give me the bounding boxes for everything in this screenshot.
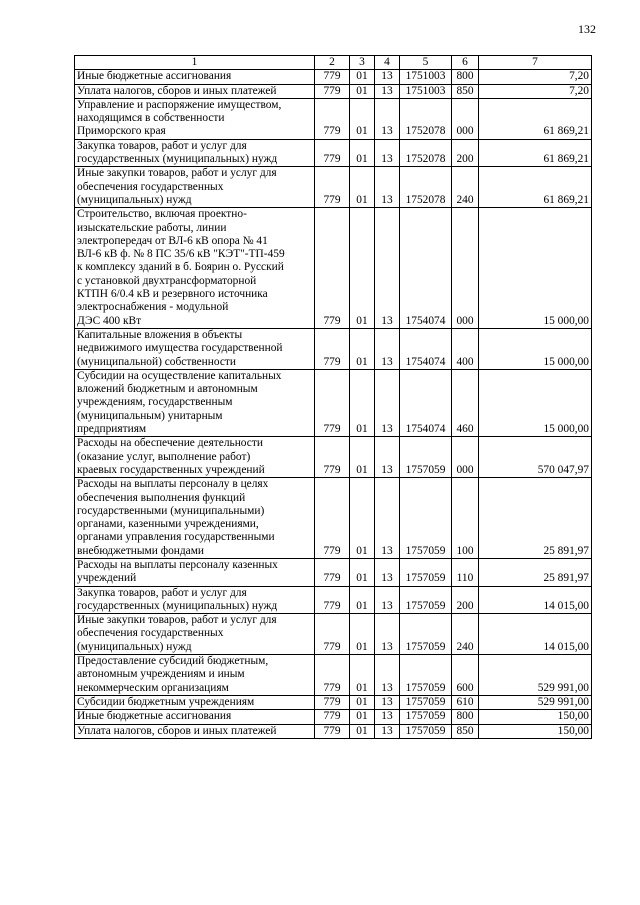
row-description-cell — [75, 478, 315, 559]
ministry-code: 779 — [323, 423, 341, 436]
subsection-code: 13 — [381, 681, 393, 694]
amount-value-cell — [479, 208, 592, 329]
table-row — [75, 139, 592, 167]
ministry-code-cell — [315, 98, 350, 139]
subsection-code: 13 — [381, 640, 393, 653]
table-row — [75, 437, 592, 478]
subsection-code: 13 — [381, 544, 393, 557]
row-description-cell — [75, 558, 315, 586]
ministry-code: 779 — [323, 695, 341, 708]
ministry-code-cell — [315, 695, 350, 709]
ministry-code-cell — [315, 710, 350, 724]
amount-value-cell — [479, 84, 592, 98]
expense-type-code: 400 — [456, 355, 474, 368]
ministry-code: 779 — [323, 463, 341, 476]
target-article-code: 1757059 — [405, 640, 446, 653]
expense-type-code: 610 — [456, 695, 474, 708]
ministry-code-cell — [315, 369, 350, 436]
subsection-code-cell — [375, 586, 400, 614]
subsection-code-cell — [375, 437, 400, 478]
subsection-code: 13 — [381, 125, 393, 138]
section-code-cell — [350, 139, 375, 167]
section-code: 01 — [356, 710, 368, 723]
expense-type-code: 240 — [456, 640, 474, 653]
amount-value: 150,00 — [557, 710, 589, 723]
row-description: Иные бюджетные ассигнования — [77, 70, 232, 83]
table-row — [75, 724, 592, 738]
amount-value: 529 991,00 — [537, 681, 589, 694]
row-description: Закупка товаров, работ и услуг для государственных (муниципальных) нужд — [77, 586, 278, 612]
row-description: Расходы на выплаты персоналу в целях обеспечения выполнения функций государственными (муниципальными) органами, казенными учреждениями, органами управления государственными внебюджетными фондами — [77, 478, 275, 557]
section-code: 01 — [356, 70, 368, 83]
target-article-code: 1754074 — [405, 355, 446, 368]
subsection-code-cell — [375, 208, 400, 329]
ministry-code-cell — [315, 84, 350, 98]
header-cell: 7 — [479, 56, 592, 70]
expense-type-code-cell — [452, 70, 479, 84]
section-code-cell — [350, 70, 375, 84]
section-code: 01 — [356, 314, 368, 327]
table-row — [75, 478, 592, 559]
amount-value-cell — [479, 70, 592, 84]
amount-value: 7,20 — [569, 84, 589, 97]
row-description: Расходы на выплаты персоналу казенных учреждений — [77, 558, 278, 585]
subsection-code-cell — [375, 695, 400, 709]
subsection-code-cell — [375, 558, 400, 586]
amount-value-cell — [479, 437, 592, 478]
expense-type-code-cell — [452, 369, 479, 436]
section-code: 01 — [356, 355, 368, 368]
row-description: Капитальные вложения в объекты недвижимого имущества государственной (муниципальной) собственности — [77, 328, 283, 368]
subsection-code-cell — [375, 70, 400, 84]
header-cell: 3 — [350, 56, 375, 70]
row-description-cell — [75, 695, 315, 709]
target-article-code: 1751003 — [405, 84, 446, 97]
header-cell: 5 — [400, 56, 452, 70]
target-article-code-cell — [400, 478, 452, 559]
subsection-code-cell — [375, 724, 400, 738]
header-cell: 4 — [375, 56, 400, 70]
target-article-code: 1757059 — [405, 572, 446, 585]
target-article-code-cell — [400, 586, 452, 614]
ministry-code: 779 — [323, 193, 341, 206]
row-description-cell — [75, 328, 315, 369]
row-description: Закупка товаров, работ и услуг для государственных (муниципальных) нужд — [77, 139, 278, 166]
row-description: Иные бюджетные ассигнования — [77, 710, 232, 723]
subsection-code-cell — [375, 478, 400, 559]
row-description-cell — [75, 724, 315, 738]
amount-value-cell — [479, 478, 592, 559]
row-description: Предоставление субсидий бюджетным, автономным учреждениям и иным некоммерческим организациям — [77, 655, 269, 694]
target-article-code-cell — [400, 437, 452, 478]
subsection-code-cell — [375, 98, 400, 139]
table-row — [75, 98, 592, 139]
header-cell: 6 — [452, 56, 479, 70]
expense-type-code-cell — [452, 695, 479, 709]
target-article-code-cell — [400, 655, 452, 696]
section-code: 01 — [356, 153, 368, 166]
ministry-code: 779 — [323, 724, 341, 737]
table-row — [75, 167, 592, 208]
section-code: 01 — [356, 84, 368, 97]
target-article-code-cell — [400, 98, 452, 139]
section-code-cell — [350, 695, 375, 709]
target-article-code-cell — [400, 695, 452, 709]
expense-type-code-cell — [452, 328, 479, 369]
section-code-cell — [350, 328, 375, 369]
target-article-code: 1751003 — [405, 70, 446, 83]
target-article-code-cell — [400, 724, 452, 738]
expense-type-code-cell — [452, 655, 479, 696]
section-code: 01 — [356, 463, 368, 476]
row-description-cell — [75, 139, 315, 167]
section-code: 01 — [356, 423, 368, 436]
subsection-code: 13 — [381, 193, 393, 206]
expense-type-code-cell — [452, 98, 479, 139]
target-article-code: 1752078 — [405, 153, 446, 166]
section-code: 01 — [356, 724, 368, 737]
amount-value: 14 015,00 — [543, 599, 589, 612]
table-body — [75, 56, 592, 739]
subsection-code-cell — [375, 655, 400, 696]
row-description-cell — [75, 614, 315, 655]
row-description: Субсидии бюджетным учреждениям — [77, 695, 255, 708]
row-description: Иные закупки товаров, работ и услуг для обеспечения государственных (муниципальных) нужд — [77, 167, 277, 206]
subsection-code-cell — [375, 369, 400, 436]
target-article-code: 1757059 — [405, 710, 446, 723]
ministry-code: 779 — [323, 314, 341, 327]
target-article-code: 1757059 — [405, 463, 446, 476]
table-row — [75, 70, 592, 84]
ministry-code: 779 — [323, 640, 341, 653]
row-description: Уплата налогов, сборов и иных платежей — [77, 84, 277, 97]
expense-type-code-cell — [452, 208, 479, 329]
amount-value: 61 869,21 — [543, 125, 589, 138]
expense-type-code: 600 — [456, 681, 474, 694]
target-article-code: 1757059 — [405, 695, 446, 708]
expense-type-code: 000 — [456, 125, 474, 138]
amount-value: 7,20 — [569, 70, 589, 83]
amount-value-cell — [479, 558, 592, 586]
expense-type-code-cell — [452, 586, 479, 614]
target-article-code-cell — [400, 558, 452, 586]
subsection-code: 13 — [381, 710, 393, 723]
subsection-code-cell — [375, 328, 400, 369]
amount-value: 150,00 — [557, 724, 589, 737]
amount-value-cell — [479, 710, 592, 724]
ministry-code-cell — [315, 655, 350, 696]
ministry-code-cell — [315, 614, 350, 655]
ministry-code: 779 — [323, 153, 341, 166]
ministry-code-cell — [315, 478, 350, 559]
ministry-code: 779 — [323, 572, 341, 585]
expense-type-code-cell — [452, 558, 479, 586]
table-row — [75, 84, 592, 98]
subsection-code: 13 — [381, 314, 393, 327]
amount-value-cell — [479, 369, 592, 436]
header-cell: 1 — [75, 56, 315, 70]
expense-type-code: 800 — [456, 710, 474, 723]
expense-type-code: 850 — [456, 84, 474, 97]
target-article-code-cell — [400, 167, 452, 208]
subsection-code: 13 — [381, 153, 393, 166]
amount-value: 61 869,21 — [543, 153, 589, 166]
table-row — [75, 369, 592, 436]
amount-value-cell — [479, 655, 592, 696]
amount-value: 25 891,97 — [543, 544, 589, 557]
expense-type-code-cell — [452, 710, 479, 724]
row-description: Уплата налогов, сборов и иных платежей — [77, 724, 277, 737]
target-article-code: 1752078 — [405, 193, 446, 206]
amount-value: 14 015,00 — [543, 640, 589, 653]
target-article-code: 1757059 — [405, 681, 446, 694]
expense-type-code: 850 — [456, 724, 474, 737]
section-code-cell — [350, 558, 375, 586]
section-code: 01 — [356, 599, 368, 612]
amount-value: 15 000,00 — [543, 355, 589, 368]
target-article-code: 1754074 — [405, 423, 446, 436]
subsection-code: 13 — [381, 70, 393, 83]
amount-value: 15 000,00 — [543, 423, 589, 436]
ministry-code-cell — [315, 139, 350, 167]
expense-type-code: 240 — [456, 193, 474, 206]
expense-type-code-cell — [452, 724, 479, 738]
row-description-cell — [75, 70, 315, 84]
subsection-code: 13 — [381, 355, 393, 368]
ministry-code-cell — [315, 70, 350, 84]
row-description-cell — [75, 655, 315, 696]
expense-type-code-cell — [452, 139, 479, 167]
amount-value-cell — [479, 328, 592, 369]
expense-type-code: 200 — [456, 153, 474, 166]
subsection-code-cell — [375, 84, 400, 98]
amount-value-cell — [479, 724, 592, 738]
subsection-code: 13 — [381, 423, 393, 436]
ministry-code: 779 — [323, 599, 341, 612]
row-description: Субсидии на осуществление капитальных вложений бюджетным и автономным учреждениям, государственным (муниципальным) унитарным предприятиям — [77, 369, 282, 436]
target-article-code: 1757059 — [405, 599, 446, 612]
section-code-cell — [350, 167, 375, 208]
ministry-code-cell — [315, 437, 350, 478]
subsection-code: 13 — [381, 463, 393, 476]
amount-value-cell — [479, 98, 592, 139]
amount-value-cell — [479, 139, 592, 167]
section-code: 01 — [356, 695, 368, 708]
header-row — [75, 56, 592, 70]
target-article-code: 1754074 — [405, 314, 446, 327]
ministry-code: 779 — [323, 84, 341, 97]
section-code-cell — [350, 208, 375, 329]
expense-type-code-cell — [452, 437, 479, 478]
section-code: 01 — [356, 125, 368, 138]
target-article-code-cell — [400, 614, 452, 655]
ministry-code: 779 — [323, 710, 341, 723]
ministry-code-cell — [315, 208, 350, 329]
budget-table — [74, 55, 592, 739]
row-description: Управление и распоряжение имуществом, находящимся в собственности Приморского края — [77, 98, 282, 138]
subsection-code-cell — [375, 614, 400, 655]
table-row — [75, 655, 592, 696]
table-row — [75, 586, 592, 614]
expense-type-code: 800 — [456, 70, 474, 83]
subsection-code: 13 — [381, 84, 393, 97]
row-description: Иные закупки товаров, работ и услуг для обеспечения государственных (муниципальных) нужд — [77, 614, 277, 653]
ministry-code: 779 — [323, 355, 341, 368]
target-article-code-cell — [400, 70, 452, 84]
section-code-cell — [350, 437, 375, 478]
amount-value: 25 891,97 — [543, 572, 589, 585]
row-description-cell — [75, 710, 315, 724]
page-number: 132 — [578, 22, 596, 36]
row-description-cell — [75, 84, 315, 98]
section-code-cell — [350, 98, 375, 139]
ministry-code-cell — [315, 558, 350, 586]
amount-value: 15 000,00 — [543, 314, 589, 327]
ministry-code: 779 — [323, 70, 341, 83]
table-row — [75, 558, 592, 586]
target-article-code-cell — [400, 84, 452, 98]
expense-type-code: 110 — [456, 572, 474, 585]
section-code-cell — [350, 655, 375, 696]
expense-type-code: 000 — [456, 314, 474, 327]
table-row — [75, 328, 592, 369]
ministry-code-cell — [315, 328, 350, 369]
expense-type-code-cell — [452, 478, 479, 559]
section-code: 01 — [356, 544, 368, 557]
section-code: 01 — [356, 572, 368, 585]
section-code: 01 — [356, 193, 368, 206]
row-description-cell — [75, 167, 315, 208]
subsection-code-cell — [375, 710, 400, 724]
section-code-cell — [350, 724, 375, 738]
target-article-code-cell — [400, 139, 452, 167]
subsection-code: 13 — [381, 695, 393, 708]
expense-type-code-cell — [452, 614, 479, 655]
row-description-cell — [75, 208, 315, 329]
row-description-cell — [75, 586, 315, 614]
section-code-cell — [350, 369, 375, 436]
amount-value-cell — [479, 695, 592, 709]
expense-type-code: 200 — [456, 599, 474, 612]
amount-value-cell — [479, 167, 592, 208]
amount-value: 61 869,21 — [543, 193, 589, 206]
ministry-code: 779 — [323, 125, 341, 138]
expense-type-code-cell — [452, 84, 479, 98]
target-article-code: 1757059 — [405, 724, 446, 737]
subsection-code-cell — [375, 139, 400, 167]
row-description-cell — [75, 98, 315, 139]
amount-value-cell — [479, 586, 592, 614]
subsection-code: 13 — [381, 599, 393, 612]
section-code-cell — [350, 478, 375, 559]
amount-value-cell — [479, 614, 592, 655]
section-code-cell — [350, 614, 375, 655]
ministry-code: 779 — [323, 681, 341, 694]
row-description-cell — [75, 437, 315, 478]
expense-type-code: 000 — [456, 463, 474, 476]
table-row — [75, 208, 592, 329]
row-description: Расходы на обеспечение деятельности (оказание услуг, выполнение работ) краевых государственных учреждений — [77, 437, 265, 476]
expense-type-code-cell — [452, 167, 479, 208]
ministry-code-cell — [315, 724, 350, 738]
target-article-code-cell — [400, 328, 452, 369]
target-article-code: 1757059 — [405, 544, 446, 557]
ministry-code-cell — [315, 167, 350, 208]
amount-value: 529 991,00 — [537, 695, 589, 708]
subsection-code: 13 — [381, 724, 393, 737]
target-article-code-cell — [400, 710, 452, 724]
ministry-code-cell — [315, 586, 350, 614]
subsection-code: 13 — [381, 572, 393, 585]
section-code-cell — [350, 710, 375, 724]
header-cell: 2 — [315, 56, 350, 70]
table-row — [75, 695, 592, 709]
row-description-cell — [75, 369, 315, 436]
target-article-code-cell — [400, 208, 452, 329]
table-row — [75, 710, 592, 724]
section-code-cell — [350, 586, 375, 614]
expense-type-code: 460 — [456, 423, 474, 436]
section-code: 01 — [356, 640, 368, 653]
table-row — [75, 614, 592, 655]
amount-value: 570 047,97 — [537, 463, 589, 476]
expense-type-code: 100 — [456, 544, 474, 557]
subsection-code-cell — [375, 167, 400, 208]
row-description: Строительство, включая проектно- изыскательские работы, линии электропередач от ВЛ-6 кВ опора № 41 ВЛ-6 кВ ф. № 8 ПС 35/6 кВ "КЭТ"-ТП-459 к комплексу зданий в б. Боярин о. Русский с установкой двухтрансформаторной КТПН 6/0.4 кВ и резервного источника электроснабжения - модульной ДЭС 400 кВт — [77, 208, 285, 327]
target-article-code: 1752078 — [405, 125, 446, 138]
section-code: 01 — [356, 681, 368, 694]
section-code-cell — [350, 84, 375, 98]
target-article-code-cell — [400, 369, 452, 436]
ministry-code: 779 — [323, 544, 341, 557]
